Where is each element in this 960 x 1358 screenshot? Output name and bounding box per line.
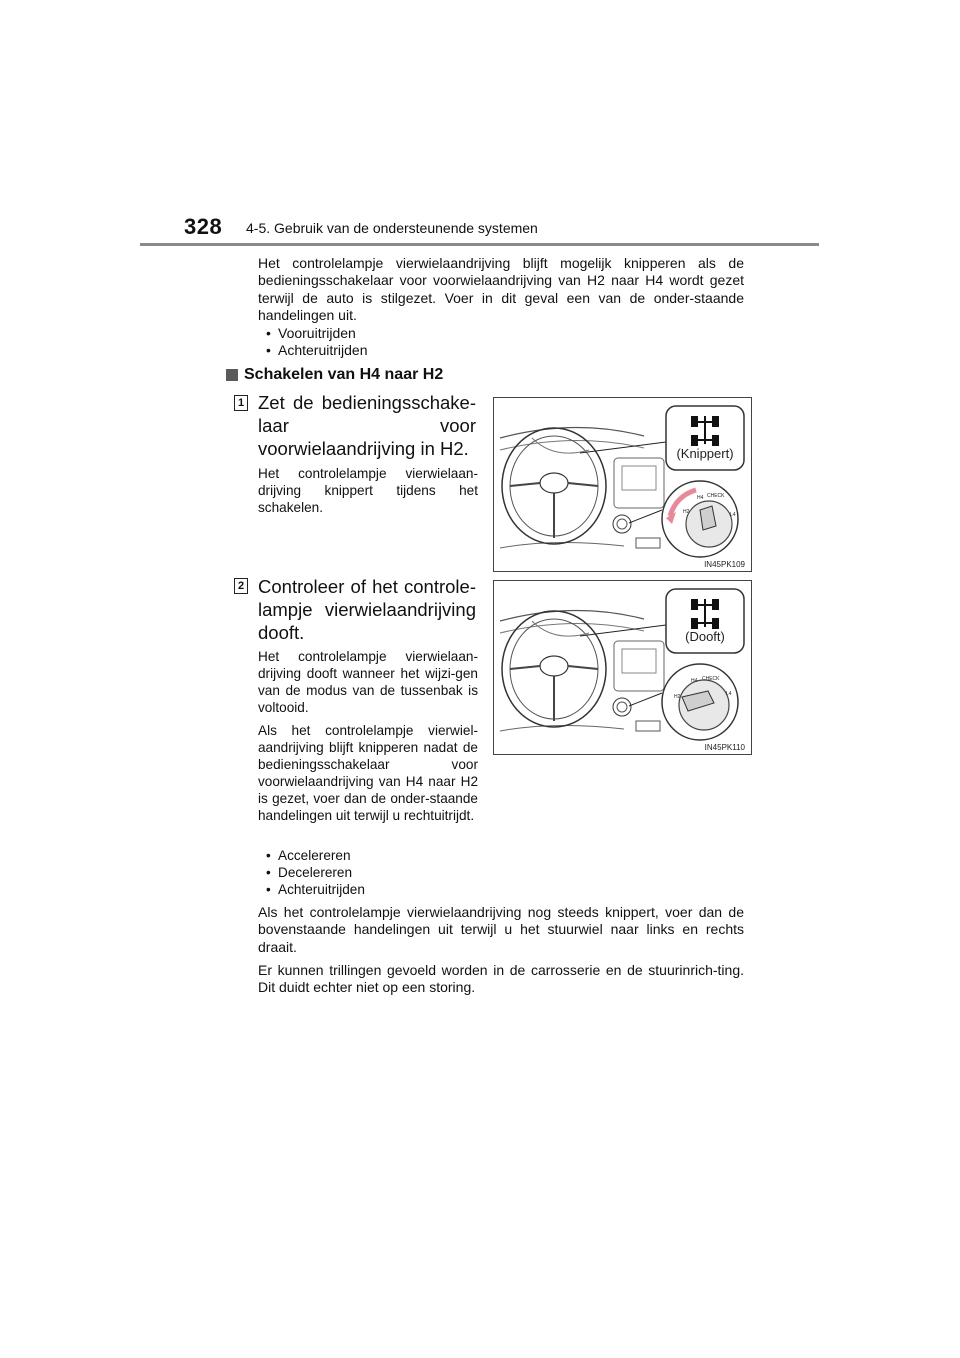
svg-text:L4: L4 bbox=[726, 691, 732, 697]
figure-2-code: IN45PK110 bbox=[704, 743, 745, 752]
step-1-number: 1 bbox=[234, 395, 248, 411]
closing-paragraph-2: Er kunnen trillingen gevoeld worden in de carrosserie en de stuurinrich-ting. Dit duidt echter niet op een storing. bbox=[258, 962, 744, 996]
section-heading: 4-5. Gebruik van de ondersteunende systemen bbox=[246, 220, 538, 236]
svg-text:L4: L4 bbox=[730, 512, 736, 518]
intro-paragraph: Het controlelampje vierwielaandrijving blijft mogelijk knipperen als de bedieningsschakelaar voor voorwielaandrijving van H2 naar H4 wordt gezet terwijl de auto is stilgezet. Voer in dit geval een van de onder-staande handelingen uit. bbox=[258, 255, 744, 324]
dashboard-illustration-2 bbox=[494, 581, 751, 754]
square-bullet-icon bbox=[226, 369, 238, 381]
dashboard-illustration-1 bbox=[494, 398, 751, 571]
page-number: 328 bbox=[184, 214, 223, 239]
intro-bullet-list bbox=[266, 325, 368, 360]
step-2-text: Controleer of het controle-lampje vierwielaandrijving dooft. bbox=[258, 576, 476, 643]
subsection-title: Schakelen van H4 naar H2 bbox=[244, 366, 444, 383]
step-1-note: Het controlelampje vierwielaan-drijving knippert tijdens het schakelen. bbox=[258, 466, 478, 515]
figure-1-code: IN45PK109 bbox=[704, 560, 745, 569]
figure-step-2 bbox=[493, 580, 752, 755]
dial-check-text: CHECK bbox=[707, 493, 725, 499]
list-item: • Accelereren bbox=[266, 847, 365, 864]
step-2-bullet-list bbox=[266, 847, 365, 898]
subsection-heading bbox=[226, 366, 443, 384]
list-item: • Vooruitrijden bbox=[266, 325, 368, 342]
svg-text:H2: H2 bbox=[683, 509, 690, 515]
list-item: • Achteruitrijden bbox=[266, 881, 365, 898]
figure-2-label: (Dooft) bbox=[685, 629, 725, 644]
step-1-text: Zet de bedieningsschake-laar voor voorwielaandrijving in H2. bbox=[258, 392, 476, 459]
svg-text:H4: H4 bbox=[697, 495, 704, 501]
figure-step-1 bbox=[493, 397, 752, 572]
step-2-number: 2 bbox=[234, 578, 248, 594]
figure-1-label: (Knippert) bbox=[676, 446, 734, 461]
step-2-note-2: Als het controlelampje vierwiel-aandrijving blijft knipperen nadat de bedieningsschakelaar voor voorwielaandrijving van H4 naar H2 is gezet, voer dan de onder-staande handelingen uit terwijl u rechtuitrijdt. bbox=[258, 723, 478, 823]
header-divider bbox=[140, 243, 819, 246]
svg-text:H2: H2 bbox=[674, 694, 681, 700]
list-item: • Decelereren bbox=[266, 864, 365, 881]
dial-check-text-2: CHECK bbox=[702, 676, 720, 682]
step-2-note: Het controlelampje vierwielaan-drijving dooft wanneer het wijzi-gen van de modus van de tussenbak is voltooid. bbox=[258, 649, 478, 715]
svg-text:H4: H4 bbox=[691, 678, 698, 684]
closing-paragraph-1: Als het controlelampje vierwielaandrijving nog steeds knippert, voer dan de bovenstaande handelingen uit terwijl u het stuurwiel naar links en rechts draait. bbox=[258, 904, 744, 955]
list-item: • Achteruitrijden bbox=[266, 342, 368, 359]
